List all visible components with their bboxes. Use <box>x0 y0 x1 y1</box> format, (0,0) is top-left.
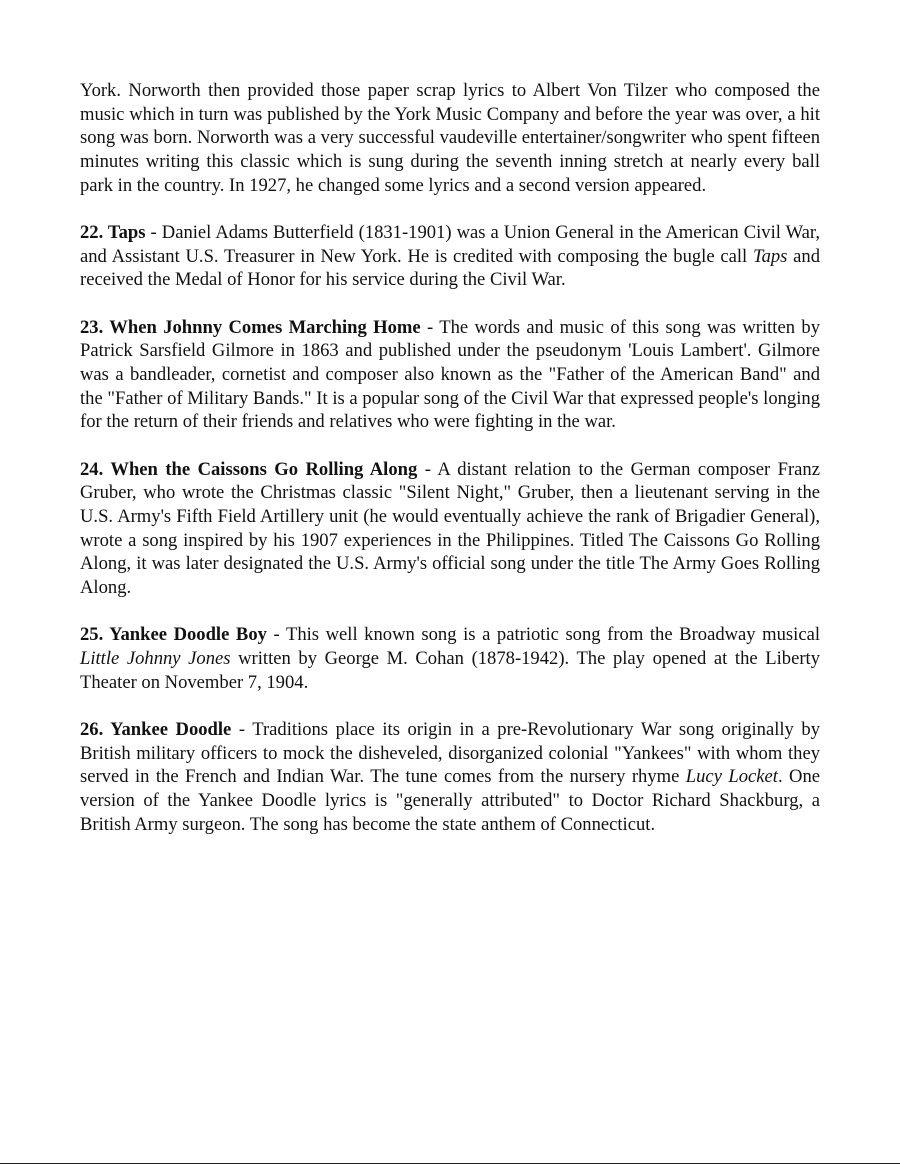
entry-yankee-doodle-boy <box>80 623 820 694</box>
entry-title: 26. Yankee Doodle <box>80 718 232 740</box>
entry-title: 25. Yankee Doodle Boy <box>80 624 267 646</box>
entry-text: - This well known song is a patriotic song from the Broadway musical <box>266 624 821 646</box>
entry-title: 24. When the Caissons Go Rolling Along <box>80 458 418 480</box>
entry-when-the-caissons-go-rolling-along <box>80 458 820 600</box>
entry-text: - Daniel Adams Butterfield (1831-1901) was a Union General in the American Civil War, and Assistant U.S. Treasurer in New York. He is credited with composing the bugle call <box>80 222 821 267</box>
entry-text: - The words and music of this song was written by Patrick Sarsfield Gilmore in 1863 and published under the pseudonym 'Louis Lambert'. Gilmore was a bandleader, cornetist and composer also known as the "Father of the American Band" and the "Father of Military Bands." It is a popular song of the Civil War that expressed people's longing for the return of their friends and relatives who were fighting in the war. <box>80 316 820 433</box>
entry-yankee-doodle <box>80 718 820 837</box>
document-body <box>80 79 820 860</box>
entry-italic-title: Lucy Locket <box>685 766 778 788</box>
intro-paragraph <box>80 79 820 198</box>
entry-italic-title: Taps <box>752 245 788 267</box>
entry-text: - Traditions place its origin in a pre-Revolutionary War song originally by British military officers to mock the disheveled, disorganized colonial "Yankees" with whom they served in the French and Indian War. The tune comes from the nursery rhyme <box>80 718 820 788</box>
entry-title: 23. When Johnny Comes Marching Home <box>80 316 421 338</box>
entry-title: 22. Taps <box>80 222 146 244</box>
entry-when-johnny-comes-marching-home <box>80 316 820 435</box>
entry-italic-title: Little Johnny Jones <box>80 648 231 670</box>
entry-text: and received the Medal of Honor for his service during the Civil War. <box>80 245 821 291</box>
entry-text: - A distant relation to the German composer Franz Gruber, who wrote the Christmas classic "Silent Night," Gruber, then a lieutenant serving in the U.S. Army's Fifth Field Artillery unit (he would eventually achieve the rank of Brigadier General), wrote a song inspired by his 1907 experiences in the Philippines. Titled The Caissons Go Rolling Along, it was later designated the U.S. Army's official song under the title The Army Goes Rolling Along. <box>80 458 820 599</box>
entry-taps <box>80 221 820 292</box>
entry-text: written by George M. Cohan (1878-1942). The play opened at the Liberty Theater on November 7, 1904. <box>80 648 820 693</box>
entry-text: . One version of the Yankee Doodle lyrics is "generally attributed" to Doctor Richard Shackburg, a British Army surgeon. The song has become the state anthem of Connecticut. <box>80 766 821 835</box>
intro-text: York. Norworth then provided those paper scrap lyrics to Albert Von Tilzer who composed the music which in turn was published by the York Music Company and before the year was over, a hit song was born. Norworth was a very successful vaudeville entertainer/songwriter who spent fifteen minutes writing this classic which is sung during the seventh inning stretch at nearly every ball park in the country. In 1927, he changed some lyrics and a second version appeared. <box>80 80 820 196</box>
